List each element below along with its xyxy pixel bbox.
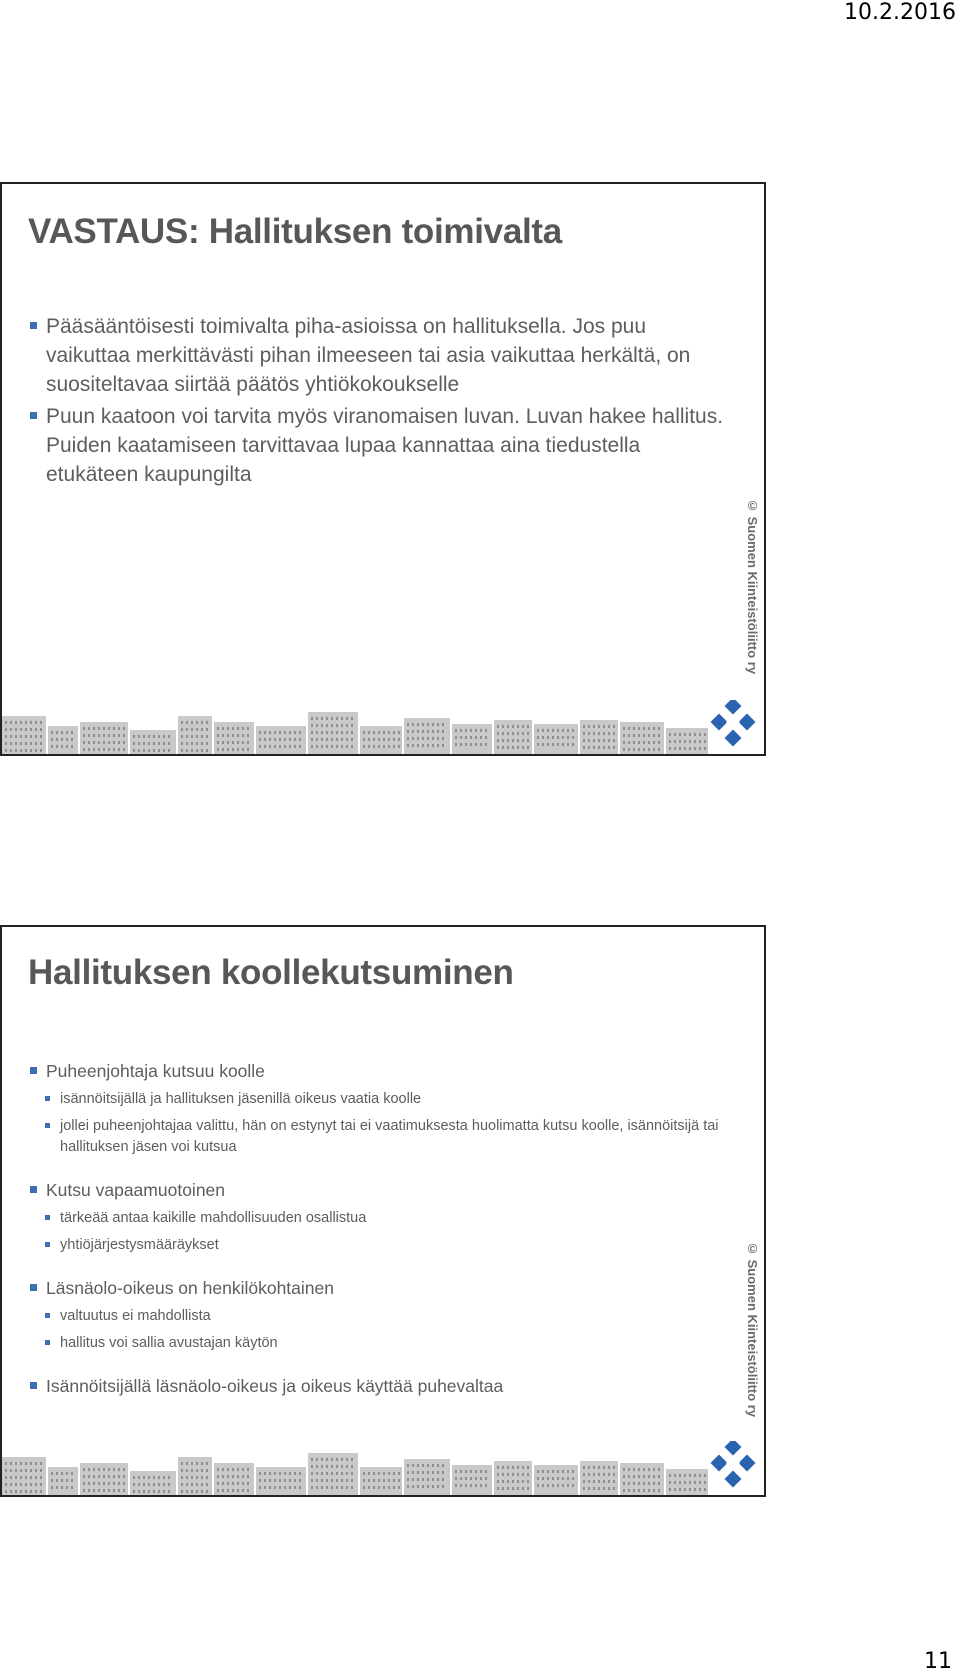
kiinteistoliitto-logo-icon [708, 1441, 758, 1491]
bullet-item: Puun kaatoon voi tarvita myös viranomaisen luvan. Luvan hakee hallitus. Puiden kaatamiseen tarvittavaa lupaa kannattaa aina tiedustella etukäteen kaupungilta [30, 402, 730, 489]
sub-bullet-item: tärkeää antaa kaikille mahdollisuuden osallistua [45, 1208, 730, 1229]
sub-bullet-item: isännöitsijällä ja hallituksen jäsenillä oikeus vaatia koolle [45, 1089, 730, 1110]
city-skyline-illustration [2, 1449, 708, 1495]
page-date: 10.2.2016 [844, 0, 956, 25]
bullet-item: Pääsääntöisesti toimivalta piha-asioissa on hallituksella. Jos puu vaikuttaa merkittävästi pihan ilmeeseen tai asia vaikuttaa herkältä, on suositeltavaa siirtää päätös yhtiökokoukselle [30, 312, 730, 399]
sub-bullet-item: jollei puheenjohtajaa valittu, hän on estynyt tai ei vaatimuksesta huolimatta kutsu koolle, isännöitsijä tai hallituksen jäsen voi kutsua [45, 1116, 730, 1158]
bullet-item: Isännöitsijällä läsnäolo-oikeus ja oikeus käyttää puhevaltaa [30, 1374, 730, 1398]
slide-1 [0, 182, 766, 756]
sub-bullet-item: hallitus voi sallia avustajan käytön [45, 1333, 730, 1354]
bullet-list [30, 1059, 730, 1398]
copyright-notice: © Suomen Kiinteistöliitto ry [745, 498, 760, 675]
bullet-item: Kutsu vapaamuotoinen [30, 1178, 730, 1202]
slide-2 [0, 925, 766, 1497]
bullet-list [30, 312, 730, 492]
bullet-item: Puheenjohtaja kutsuu koolle [30, 1059, 730, 1083]
sub-bullet-item: valtuutus ei mahdollista [45, 1306, 730, 1327]
slide-title: VASTAUS: Hallituksen toimivalta [28, 212, 562, 251]
page-number: 11 [924, 1649, 952, 1674]
copyright-notice: © Suomen Kiinteistöliitto ry [745, 1241, 760, 1418]
kiinteistoliitto-logo-icon [708, 700, 758, 750]
slide-title: Hallituksen koollekutsuminen [28, 953, 514, 992]
city-skyline-illustration [2, 708, 708, 754]
sub-bullet-item: yhtiöjärjestysmääräykset [45, 1235, 730, 1256]
bullet-item: Läsnäolo-oikeus on henkilökohtainen [30, 1276, 730, 1300]
